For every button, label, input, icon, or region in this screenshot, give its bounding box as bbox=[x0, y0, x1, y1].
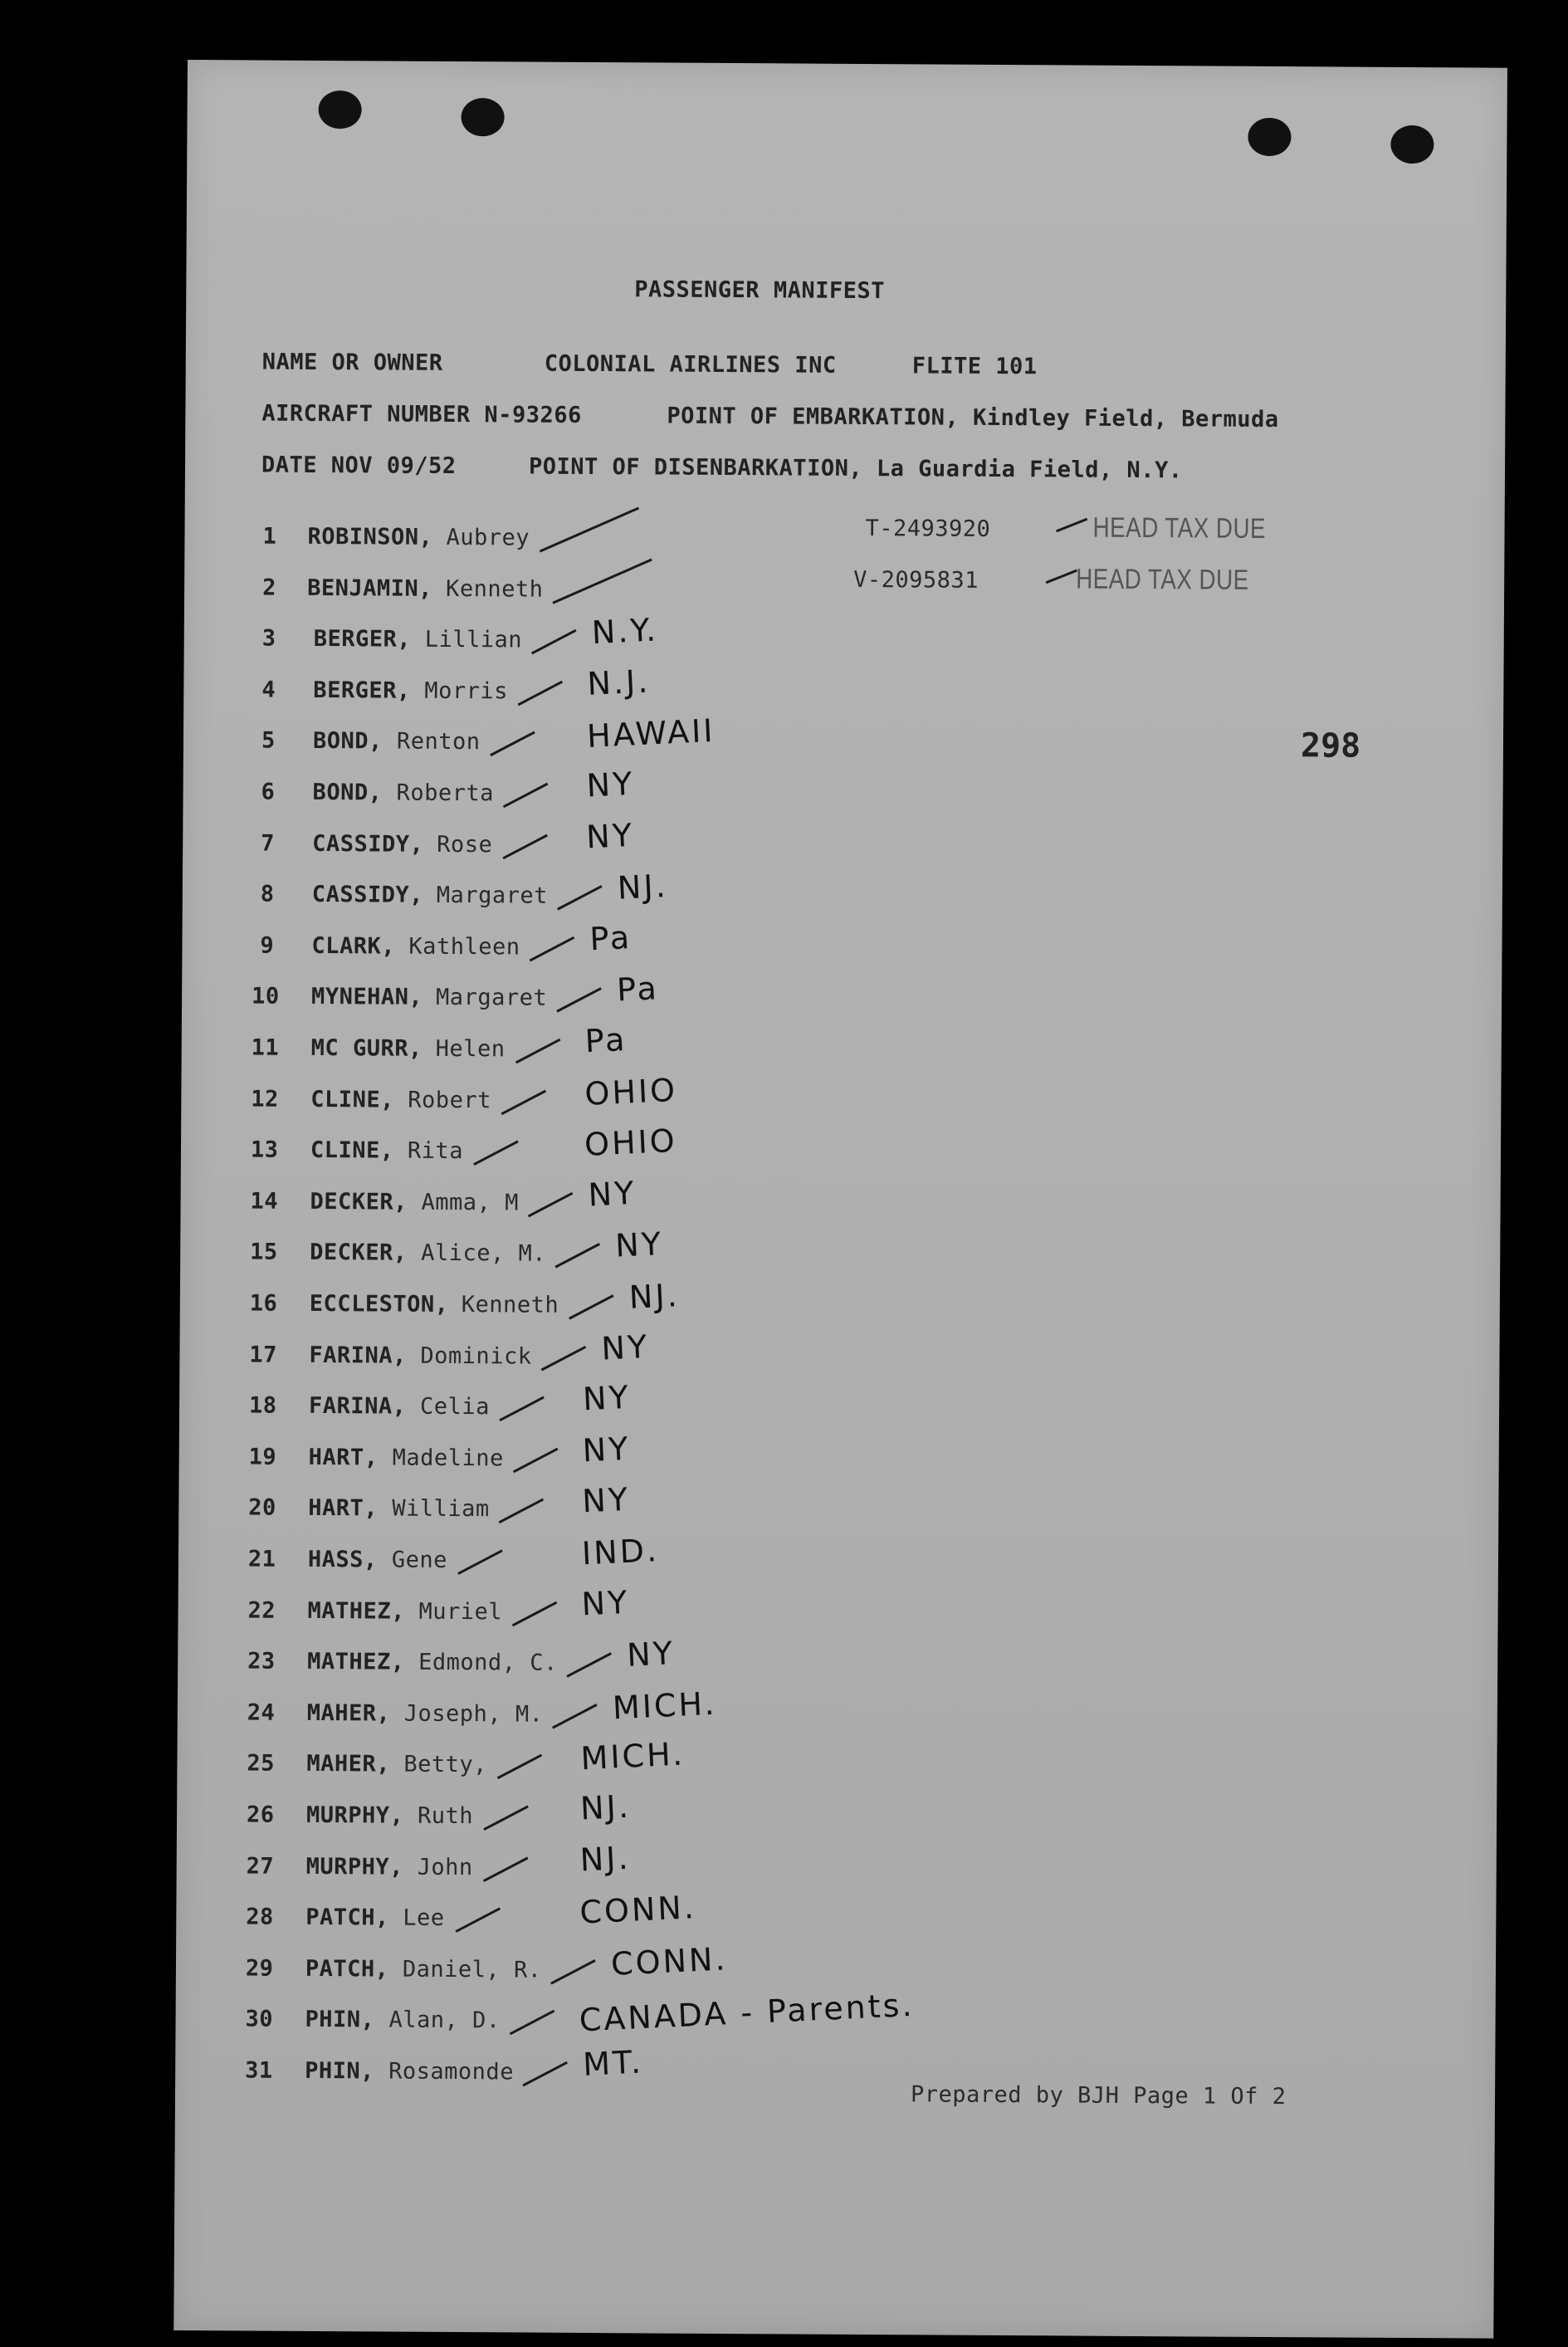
passenger-surname: DECKER, bbox=[310, 1188, 408, 1215]
passenger-given-name: William bbox=[392, 1495, 490, 1523]
passenger-surname: DECKER, bbox=[310, 1239, 408, 1266]
handwritten-state-note: CONN. bbox=[610, 1940, 729, 1983]
handwritten-state-note: MT. bbox=[582, 2043, 644, 2083]
handwritten-state-note: NY bbox=[585, 816, 635, 856]
check-mark bbox=[490, 731, 535, 757]
passenger-number: 9 bbox=[260, 932, 275, 959]
passenger-number: 8 bbox=[260, 881, 275, 907]
passenger-number: 31 bbox=[245, 2057, 273, 2084]
passenger-surname: HART, bbox=[308, 1494, 379, 1522]
handwritten-state-note: IND. bbox=[581, 1532, 660, 1572]
check-mark bbox=[540, 507, 639, 553]
passenger-surname: CLINE, bbox=[310, 1086, 394, 1113]
handwritten-state-note: NY bbox=[582, 1378, 632, 1418]
passenger-given-name: Renton bbox=[396, 728, 481, 755]
handwritten-state-note: Pa bbox=[616, 970, 660, 1009]
check-mark bbox=[1056, 518, 1087, 533]
passenger-given-name: Alan, D. bbox=[388, 2007, 501, 2034]
manifest-sheet bbox=[173, 60, 1507, 2339]
passenger-number: 19 bbox=[248, 1444, 277, 1470]
flight-date: DATE NOV 09/52 bbox=[261, 452, 457, 479]
passenger-surname: MURPHY, bbox=[305, 1802, 404, 1829]
embarkation-point: POINT OF EMBARKATION, Kindley Field, Bermuda bbox=[667, 403, 1279, 433]
check-mark bbox=[522, 2061, 568, 2087]
passenger-given-name: Amma, M bbox=[421, 1189, 519, 1216]
passenger-given-name: Lillian bbox=[424, 626, 523, 653]
passenger-given-name: Muriel bbox=[418, 1598, 503, 1626]
handwritten-state-note: NY bbox=[587, 1174, 637, 1214]
passenger-number: 10 bbox=[252, 983, 280, 1010]
passenger-given-name: Helen bbox=[435, 1035, 506, 1063]
passenger-given-name: Gene bbox=[391, 1547, 448, 1573]
passenger-given-name: Betty, bbox=[403, 1751, 488, 1778]
passenger-given-name: Margaret bbox=[436, 984, 548, 1011]
handwritten-state-note: NY bbox=[585, 765, 636, 804]
passenger-given-name: Aubrey bbox=[446, 524, 530, 551]
owner-label: NAME OR OWNER bbox=[261, 349, 443, 376]
passenger-given-name: Rita bbox=[407, 1137, 464, 1165]
passenger-number: 17 bbox=[249, 1342, 278, 1368]
check-mark bbox=[556, 987, 602, 1013]
handwritten-state-note: NY bbox=[614, 1225, 664, 1264]
passenger-given-name: Edmond, C. bbox=[418, 1649, 558, 1676]
head-tax-due-stamp: HEAD TAX DUE bbox=[1076, 563, 1249, 596]
check-mark bbox=[1046, 570, 1077, 584]
passenger-surname: MATHEZ, bbox=[307, 1648, 405, 1675]
check-mark bbox=[513, 1448, 559, 1474]
passenger-given-name: Kenneth bbox=[461, 1292, 559, 1318]
handwritten-state-note: OHIO bbox=[584, 1122, 678, 1163]
passenger-given-name: Madeline bbox=[392, 1445, 504, 1472]
check-mark bbox=[552, 559, 652, 604]
passenger-number: 1 bbox=[262, 523, 277, 550]
passenger-number: 29 bbox=[245, 1955, 274, 1982]
passenger-number: 21 bbox=[247, 1546, 276, 1572]
handwritten-state-note: OHIO bbox=[584, 1071, 678, 1112]
passenger-surname: MATHEZ, bbox=[307, 1597, 405, 1625]
handwritten-state-note: Pa bbox=[589, 918, 633, 958]
handwritten-state-note: NY bbox=[581, 1430, 632, 1469]
owner-value: COLONIAL AIRLINES INC bbox=[544, 350, 837, 379]
check-mark bbox=[457, 1549, 503, 1575]
check-mark bbox=[552, 1704, 598, 1729]
passenger-number: 20 bbox=[248, 1494, 276, 1521]
check-mark bbox=[528, 1192, 574, 1218]
handwritten-state-note: NY bbox=[600, 1328, 651, 1367]
passenger-surname: MC GURR, bbox=[310, 1034, 423, 1062]
passenger-number: 22 bbox=[247, 1597, 276, 1624]
check-mark bbox=[483, 1806, 529, 1831]
passenger-number: 28 bbox=[246, 1904, 274, 1930]
head-tax-due-stamp: HEAD TAX DUE bbox=[1092, 511, 1267, 545]
handwritten-state-note: NY bbox=[626, 1635, 676, 1674]
handwritten-state-note: Pa bbox=[584, 1020, 628, 1060]
passenger-number: 25 bbox=[247, 1750, 276, 1777]
passenger-number: 4 bbox=[261, 677, 276, 703]
passenger-surname: MAHER, bbox=[306, 1699, 391, 1727]
check-mark bbox=[530, 936, 575, 962]
handwritten-state-note: MICH. bbox=[611, 1684, 718, 1727]
passenger-surname: ECCLESTON, bbox=[309, 1290, 449, 1318]
check-mark bbox=[550, 1959, 596, 1985]
handwritten-state-note: CONN. bbox=[579, 1889, 697, 1931]
handwritten-state-note: CANADA - Parents. bbox=[578, 1986, 916, 2039]
passenger-number: 13 bbox=[250, 1137, 279, 1163]
check-mark bbox=[554, 1243, 600, 1269]
passenger-surname: CASSIDY, bbox=[311, 881, 424, 908]
check-mark bbox=[515, 1039, 561, 1064]
passenger-number: 24 bbox=[247, 1699, 276, 1726]
punch-hole bbox=[1390, 125, 1434, 164]
passenger-given-name: Robert bbox=[408, 1087, 491, 1114]
passenger-number: 27 bbox=[246, 1853, 275, 1880]
passenger-given-name: Margaret bbox=[436, 882, 548, 909]
passenger-given-name: Daniel, R. bbox=[402, 1956, 542, 1983]
passenger-number: 23 bbox=[247, 1648, 276, 1675]
flight-value: FLITE 101 bbox=[911, 353, 1038, 380]
passport-number: T-2493920 bbox=[865, 515, 991, 542]
passenger-surname: PHIN, bbox=[305, 2057, 375, 2085]
passenger-number: 3 bbox=[261, 625, 276, 652]
check-mark bbox=[483, 1857, 529, 1883]
check-mark bbox=[541, 1346, 587, 1372]
aircraft-number: AIRCRAFT NUMBER N-93266 bbox=[261, 400, 582, 428]
check-mark bbox=[518, 681, 564, 707]
passenger-number: 11 bbox=[251, 1034, 280, 1061]
passenger-given-name: Roberta bbox=[396, 780, 494, 807]
handwritten-state-note: NJ. bbox=[616, 867, 669, 907]
check-mark bbox=[557, 885, 603, 911]
handwritten-state-note: NJ. bbox=[579, 1787, 632, 1827]
passenger-surname: BOND, bbox=[312, 779, 383, 806]
handwritten-state-note: MICH. bbox=[579, 1735, 686, 1777]
passenger-number: 7 bbox=[261, 830, 276, 857]
check-mark bbox=[499, 1396, 545, 1422]
passenger-surname: MYNEHAN, bbox=[311, 983, 423, 1010]
passenger-given-name: Rosamonde bbox=[388, 2058, 515, 2085]
punch-hole bbox=[461, 98, 504, 136]
passenger-surname: PHIN, bbox=[305, 2006, 375, 2033]
document-title: PASSENGER MANIFEST bbox=[634, 276, 886, 305]
passenger-given-name: Celia bbox=[420, 1393, 490, 1420]
passenger-given-name: John bbox=[417, 1854, 473, 1881]
page-stamp-number: 298 bbox=[1300, 726, 1361, 765]
check-mark bbox=[512, 1601, 558, 1627]
passenger-given-name: Rose bbox=[437, 831, 493, 858]
passenger-surname: CLINE, bbox=[310, 1137, 394, 1164]
handwritten-state-note: NY bbox=[581, 1480, 632, 1520]
passenger-surname: BENJAMIN, bbox=[307, 575, 433, 602]
passenger-given-name: Kenneth bbox=[446, 575, 544, 603]
check-mark bbox=[499, 1499, 545, 1524]
check-mark bbox=[566, 1652, 612, 1678]
punch-hole bbox=[318, 90, 361, 129]
check-mark bbox=[569, 1294, 614, 1320]
check-mark bbox=[497, 1754, 543, 1780]
check-mark bbox=[531, 629, 577, 655]
handwritten-state-note: NY bbox=[580, 1583, 631, 1623]
check-mark bbox=[456, 1907, 501, 1933]
passenger-surname: CLARK, bbox=[311, 932, 396, 960]
passenger-given-name: Dominick bbox=[420, 1342, 532, 1370]
check-mark bbox=[502, 834, 548, 860]
passenger-surname: FARINA, bbox=[309, 1342, 407, 1369]
passenger-surname: HASS, bbox=[307, 1546, 378, 1573]
passenger-surname: BERGER, bbox=[313, 677, 411, 704]
prepared-by-footer: Prepared by BJH Page 1 Of 2 bbox=[910, 2081, 1287, 2110]
passenger-number: 18 bbox=[249, 1392, 277, 1419]
passenger-surname: FARINA, bbox=[309, 1392, 407, 1420]
passenger-number: 5 bbox=[261, 727, 276, 754]
passenger-given-name: Alice, M. bbox=[421, 1240, 547, 1267]
passenger-surname: HART, bbox=[308, 1444, 379, 1471]
passenger-number: 15 bbox=[250, 1239, 278, 1265]
passenger-surname: ROBINSON, bbox=[307, 523, 433, 550]
passenger-surname: BOND, bbox=[312, 727, 383, 755]
passenger-number: 26 bbox=[246, 1802, 275, 1828]
check-mark bbox=[503, 783, 549, 809]
passport-number: V-2095831 bbox=[853, 566, 979, 594]
passenger-surname: PATCH, bbox=[305, 1955, 389, 1983]
disembarkation-point: POINT OF DISENBARKATION, La Guardia Field, N.Y. bbox=[528, 453, 1183, 484]
passenger-given-name: Kathleen bbox=[408, 933, 520, 961]
handwritten-state-note: NJ. bbox=[628, 1277, 681, 1316]
passenger-surname: MAHER, bbox=[306, 1750, 391, 1777]
passenger-number: 16 bbox=[249, 1290, 278, 1317]
passenger-number: 2 bbox=[262, 575, 276, 601]
check-mark bbox=[473, 1140, 519, 1166]
check-mark bbox=[501, 1090, 547, 1116]
passenger-surname: PATCH, bbox=[305, 1904, 389, 1931]
handwritten-state-note: N.J. bbox=[586, 663, 652, 702]
handwritten-state-note: N.Y. bbox=[590, 611, 659, 652]
passenger-surname: CASSIDY, bbox=[312, 830, 424, 858]
passenger-number: 14 bbox=[250, 1188, 279, 1215]
passenger-number: 12 bbox=[251, 1086, 279, 1112]
passenger-number: 30 bbox=[245, 2006, 274, 2032]
passenger-given-name: Morris bbox=[424, 677, 509, 705]
punch-hole bbox=[1248, 118, 1291, 156]
passenger-surname: BERGER, bbox=[313, 625, 412, 653]
passenger-given-name: Lee bbox=[403, 1904, 445, 1931]
check-mark bbox=[510, 2010, 555, 2036]
handwritten-state-note: HAWAII bbox=[586, 711, 716, 755]
passenger-given-name: Joseph, M. bbox=[403, 1700, 544, 1728]
passenger-given-name: Ruth bbox=[417, 1802, 474, 1830]
handwritten-state-note: NJ. bbox=[579, 1839, 632, 1879]
passenger-number: 6 bbox=[261, 779, 276, 805]
passenger-surname: MURPHY, bbox=[305, 1853, 404, 1880]
